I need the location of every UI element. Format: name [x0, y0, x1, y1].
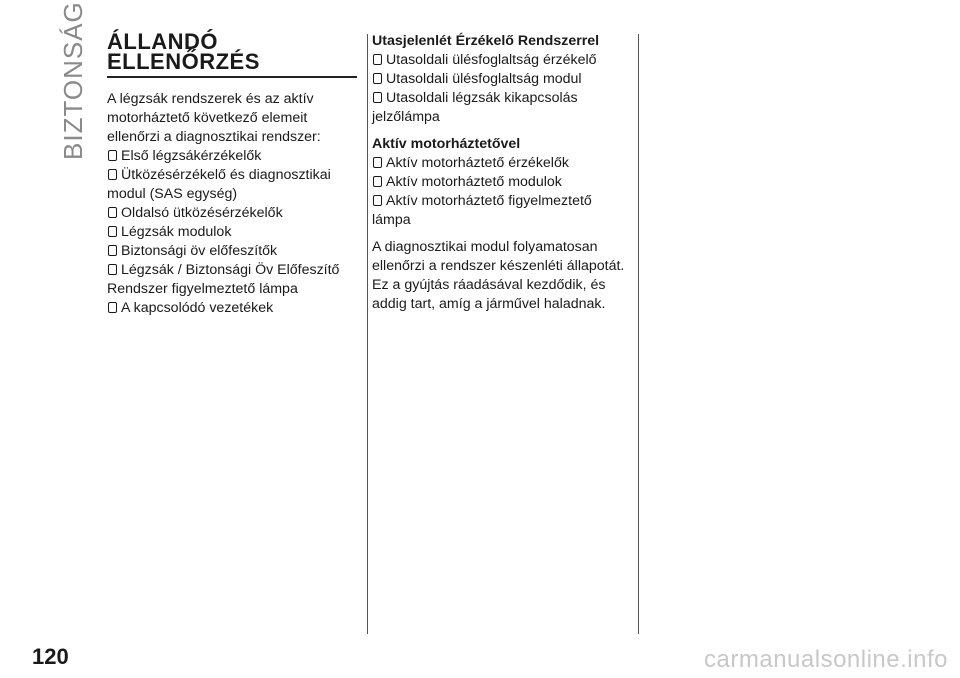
list-item: Aktív motorháztető figyelmeztető lámpa [372, 193, 592, 228]
heading-line-1: ÁLLANDÓ [107, 29, 219, 54]
checkbox-bullet-icon [108, 207, 117, 218]
list-item: Légzsák / Biztonsági Öv Előfeszítő Rendszer figyelmeztető lámpa [107, 262, 340, 297]
column-divider-left [367, 34, 368, 634]
heading-underline [107, 76, 357, 78]
section-heading [107, 29, 357, 74]
checkbox-bullet-icon [108, 264, 117, 275]
site-watermark: carmanualsonline.info [704, 646, 948, 673]
middle-column [372, 32, 634, 314]
checkbox-bullet-icon [108, 226, 117, 237]
list-item: Utasoldali légzsák kikapcsolás jelzőlámpa [372, 90, 578, 125]
checkbox-bullet-icon [373, 92, 382, 103]
checkbox-bullet-icon [373, 73, 382, 84]
list-item: Első légzsákérzékelők [107, 147, 357, 166]
subsection-title-active-hood: Aktív motorháztetővel [372, 136, 521, 152]
list-item: A kapcsolódó vezetékek [107, 299, 357, 318]
chapter-side-label: BIZTONSÁG [58, 1, 88, 160]
intro-text: A légzsák rendszerek és az aktív motorháztető következő elemeit ellenőrzi a diagnosztikai rendszer: [107, 91, 321, 145]
column-divider-right [638, 34, 639, 634]
list-item: Aktív motorháztető modulok [372, 173, 634, 192]
page-number: 120 [32, 644, 69, 669]
body-paragraph-2: Ez a gyújtás ráadásával kezdődik, és addig tart, amíg a járművel haladnak. [372, 277, 606, 312]
checkbox-bullet-icon [373, 195, 382, 206]
list-item: Aktív motorháztető érzékelők [372, 154, 634, 173]
checkbox-bullet-icon [108, 245, 117, 256]
checkbox-bullet-icon [373, 176, 382, 187]
list-item: Légzsák modulok [107, 223, 357, 242]
list-item: Utasoldali ülésfoglaltság modul [372, 70, 634, 89]
list-item: Biztonsági öv előfeszítők [107, 242, 357, 261]
list-item: Oldalsó ütközésérzékelők [107, 204, 357, 223]
checkbox-bullet-icon [373, 54, 382, 65]
heading-line-2: ELLENŐRZÉS [107, 49, 260, 74]
checkbox-bullet-icon [108, 150, 117, 161]
checkbox-bullet-icon [108, 169, 117, 180]
body-paragraph-1: A diagnosztikai modul folyamatosan ellenőrzi a rendszer készenléti állapotát. [372, 239, 625, 274]
list-item: Ütközésérzékelő és diagnosztikai modul (SAS egység) [107, 167, 331, 202]
subsection-title-passenger: Utasjelenlét Érzékelő Rendszerrel [372, 33, 600, 49]
left-column [107, 29, 357, 318]
checkbox-bullet-icon [108, 302, 117, 313]
list-item: Utasoldali ülésfoglaltság érzékelő [372, 51, 634, 70]
checkbox-bullet-icon [373, 157, 382, 168]
